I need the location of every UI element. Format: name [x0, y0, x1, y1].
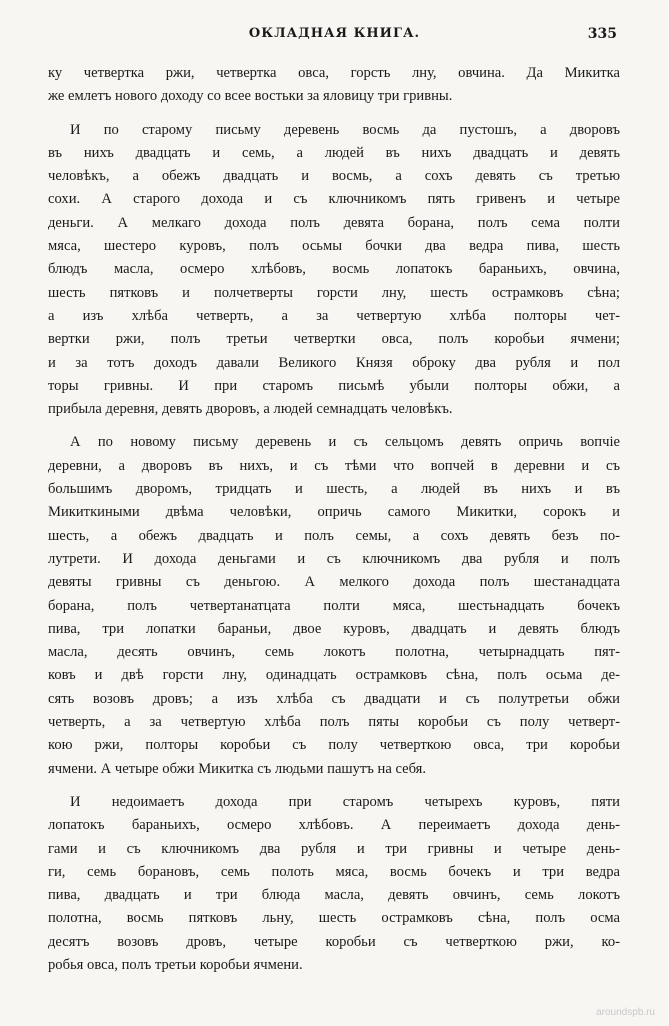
text-line: шесть пятковъ и полчетверты горсти лну, шесть острамковъ сѣна;: [48, 284, 620, 301]
text-line: робья овса, полъ третьи коробьи ячмени.: [48, 956, 303, 973]
text-line: И недоимаетъ дохода при старомъ четырехъ куровъ, пяти: [70, 793, 620, 810]
running-head: [0, 26, 669, 48]
text-line: прибыла деревня, девять дворовъ, а людей семнадцать человѣкъ.: [48, 401, 453, 418]
text-line: деревни, а дворовъ въ нихъ, и съ тѣми что вопчей в деревни и съ: [48, 457, 620, 474]
text-line: лутрети. И дохода деньгами и съ ключникомъ два рубля и полъ: [48, 550, 620, 567]
text-line: гами и съ ключникомъ два рубля и три гривны и четыре день-: [48, 840, 620, 857]
text-line: большимъ дворомъ, тридцать и шесть, а людей въ нихъ и въ: [48, 481, 620, 498]
text-line: И по старому письму деревень восмь да пустошъ, а дворовъ: [70, 121, 620, 138]
text-line: масла, десять овчинъ, семь локотъ полотна, четырнадцать пят-: [48, 644, 620, 661]
paragraph: [48, 431, 620, 780]
text-line: борана, полъ четвертанатцата полти мяса, шестьнадцать бочекъ: [48, 597, 620, 614]
running-title: ОКЛАДНАЯ КНИГА.: [248, 26, 421, 41]
text-line: ги, семь борановъ, семь полоть мяса, восмь бочекъ и три ведра: [48, 863, 620, 880]
text-line: кою ржи, полторы коробьи съ полу четверткою овса, три коробьи: [48, 737, 620, 754]
text-line: ку четвертка ржи, четвертка овса, горсть лну, овчина. Да Микитка: [48, 65, 620, 81]
text-line: полотна, восмь пятковъ льну, шесть острамковъ сѣна, полъ осма: [48, 910, 620, 927]
paragraph: [48, 119, 620, 422]
text-line: десятъ возовъ дровъ, четыре коробьи съ четверткою ржи, ко-: [48, 933, 620, 950]
text-line: сохи. А старого дохода и съ ключникомъ пять гривенъ и четыре: [48, 191, 620, 208]
text-line: ковъ и двѣ горсти лну, одинадцать острамковъ сѣна, полъ осьма де-: [48, 667, 620, 684]
text-line: шесть, а обежъ двадцать и полъ семы, а сохъ девять безъ по-: [48, 527, 620, 544]
body-text: [48, 62, 620, 987]
text-line: деньги. А мелкаго дохода полъ девята борана, полъ сема полти: [48, 214, 620, 231]
page-number: 335: [587, 26, 617, 42]
text-line: пива, три лопатки бараньи, двое куровъ, двадцать и девять блюдъ: [48, 620, 620, 637]
text-line: Микиткиными двѣма человѣки, опричь самого Микитки, сорокъ и: [48, 504, 620, 521]
text-line: А по новому письму деревень и съ сельцомъ девять опричь вопчіе: [70, 434, 620, 451]
text-line: въ нихъ двадцать и семь, а людей въ нихъ двадцать и девять: [48, 144, 620, 161]
text-line: мяса, шестеро куровъ, полъ осьмы бочки два ведра пива, шесть: [48, 238, 620, 255]
text-line: вертки ржи, полъ третьи четвертки овса, полъ коробьи ячмени;: [48, 331, 620, 348]
text-line: а изъ хлѣба четверть, а за четвертую хлѣба полторы чет-: [48, 307, 620, 324]
text-line: четверть, а за четвертую хлѣба полъ пяты коробьи съ полу четверт-: [48, 714, 620, 731]
text-line: и за тотъ доходъ давали Великого Князя оброку два рубля и пол: [48, 354, 620, 371]
text-line: сять возовъ дровъ; а изъ хлѣба съ двадцати и съ полутретьи обжи: [48, 690, 620, 707]
text-line: ячмени. А четыре обжи Микитка съ людьми пашутъ на себя.: [48, 760, 427, 777]
paragraph: [48, 62, 620, 109]
text-line: блюдъ масла, осмеро хлѣбовъ, восмь лопатокъ бараньихъ, овчина,: [48, 261, 620, 278]
text-line: торы гривны. И при старомъ письмѣ убыли полторы обжи, а: [48, 377, 620, 394]
text-line: человѣкъ, а обежъ двадцать и восмь, а сохъ девять съ третью: [48, 168, 620, 185]
paragraph: [48, 791, 620, 977]
text-line: же емлетъ нового доходу со всее востьки за яловицу три гривны.: [48, 88, 453, 105]
text-line: девяты гривны съ деньгою. А мелкого дохода полъ шестанадцата: [48, 574, 620, 591]
text-line: пива, двадцать и три блюда масла, девять овчинъ, семь локотъ: [48, 887, 620, 904]
watermark: aroundspb.ru: [596, 1007, 655, 1018]
text-line: лопатокъ бараньихъ, осмеро хлѣбовъ. А переимаетъ дохода день-: [48, 817, 620, 834]
